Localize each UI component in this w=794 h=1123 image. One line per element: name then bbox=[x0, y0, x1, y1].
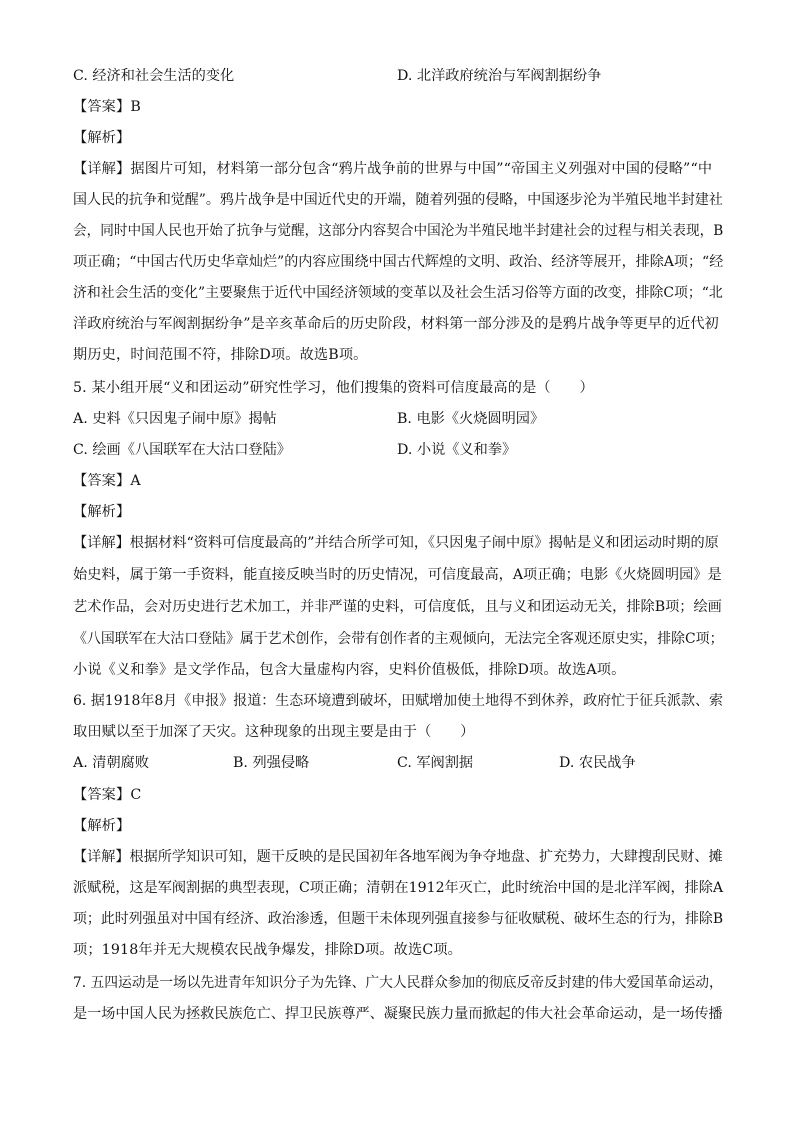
q4-detail-line-7: 期历史，时间范围不符，排除D项。故选B项。 bbox=[73, 347, 368, 363]
q4-detail-line-1: 【详解】据图片可知，材料第一部分包含“鸦片战争前的世界与中国”“帝国主义列强对中国的侵略”“中 bbox=[73, 161, 713, 177]
q4-detail-line-4: 项正确；“中国古代历史华章灿烂”的内容应围绕中国古代辉煌的文明、政治、经济等展开，排除A项；“经 bbox=[73, 254, 724, 270]
q5-option-c: C. 绘画《八国联军在大沽口登陆》 bbox=[73, 442, 291, 458]
q7-stem-line-2: 是一场中国人民为拯救民族危亡、捍卫民族尊严、凝聚民族力量而掀起的伟大社会革命运动，是一场传播 bbox=[73, 1006, 723, 1022]
q5-detail-line-4: 《八国联军在大沽口登陆》属于艺术创作，会带有创作者的主观倾向，无法完全客观还原史实，排除C项； bbox=[73, 631, 724, 647]
q6-detail-line-1: 【详解】根据所学知识可知，题干反映的是民国初年各地军阀为争夺地盘、扩充势力，大肆搜刮民财、摊 bbox=[73, 849, 723, 865]
q6-detail-line-4: 项；1918年并无大规模农民战争爆发，排除D项。故选C项。 bbox=[73, 942, 463, 958]
q6-stem-line-1: 6. 据1918年8月《申报》报道：生态环境遭到破坏，田赋增加使土地得不到休养，政府忙于征兵派款、索 bbox=[73, 693, 724, 709]
q6-option-d: D. 农民战争 bbox=[559, 755, 636, 771]
q6-answer: 【答案】C bbox=[73, 787, 142, 803]
q5-detail-line-3: 艺术作品，会对历史进行艺术加工，并非严谨的史料，可信度低，且与义和团运动无关，排除B项；绘画 bbox=[73, 599, 722, 615]
q4-detail-line-6: 洋政府统治与军阀割据纷争”是辛亥革命后的历史阶段，材料第一部分涉及的是鸦片战争等更早的近代初 bbox=[73, 316, 719, 332]
q4-detail-line-5: 济和社会生活的变化”主要聚焦于近代中国经济领域的变革以及社会生活习俗等方面的改变，排除C项；“北 bbox=[73, 285, 723, 301]
q6-option-c: C. 军阀割据 bbox=[397, 755, 474, 771]
q5-detail-line-2: 始史料，属于第一手资料，能直接反映当时的历史情况，可信度最高，A项正确；电影《火烧圆明园》是 bbox=[73, 567, 722, 583]
q4-answer: 【答案】B bbox=[73, 99, 141, 115]
q4-option-d: D. 北洋政府统治与军阀割据纷争 bbox=[397, 68, 602, 84]
q5-detail-line-1: 【详解】根据材料“资料可信度最高的”并结合所学可知，《只因鬼子闹中原》揭帖是义和团运动时期的原 bbox=[73, 535, 719, 551]
q4-detail-line-2: 国人民的抗争和觉醒”。鸦片战争是中国近代史的开端，随着列强的侵略，中国逐步沦为半殖民地半封建社 bbox=[73, 192, 723, 208]
q5-analysis-heading: 【解析】 bbox=[73, 504, 131, 520]
q6-detail-line-2: 派赋税，这是军阀割据的典型表现，C项正确；清朝在1912年灭亡，此时统治中国的是北洋军阀，排除A bbox=[73, 880, 724, 896]
q6-analysis-heading: 【解析】 bbox=[73, 818, 131, 834]
q6-option-a: A. 清朝腐败 bbox=[73, 755, 150, 771]
q5-stem: 5. 某小组开展“义和团运动”研究性学习，他们搜集的资料可信度最高的是（ ） bbox=[73, 380, 594, 396]
q7-stem-line-1: 7. 五四运动是一场以先进青年知识分子为先锋、广大人民群众参加的彻底反帝反封建的伟大爱国革命运动， bbox=[73, 975, 723, 991]
q5-detail-line-5: 小说《义和拳》是文学作品，包含大量虚构内容，史料价值极低，排除D项。故选A项。 bbox=[73, 662, 626, 678]
q5-option-a: A. 史料《只因鬼子闹中原》揭帖 bbox=[73, 411, 277, 427]
q6-detail-line-3: 项；此时列强虽对中国有经济、政治渗透，但题干未体现列强直接参与征收赋税、破坏生态的行为，排除B bbox=[73, 911, 724, 927]
q5-answer: 【答案】A bbox=[73, 473, 141, 489]
q5-option-d: D. 小说《义和拳》 bbox=[397, 442, 517, 458]
q5-option-b: B. 电影《火烧圆明园》 bbox=[397, 411, 545, 427]
q4-option-c: C. 经济和社会生活的变化 bbox=[73, 68, 235, 84]
q6-stem-line-2: 取田赋以至于加深了天灾。这种现象的出现主要是由于（ ） bbox=[73, 724, 475, 740]
q4-analysis-heading: 【解析】 bbox=[73, 130, 131, 146]
q6-option-b: B. 列强侵略 bbox=[233, 755, 310, 771]
q4-detail-line-3: 会，同时中国人民也开始了抗争与觉醒，这部分内容契合中国沦为半殖民地半封建社会的过程与相关表现，B bbox=[73, 223, 724, 239]
